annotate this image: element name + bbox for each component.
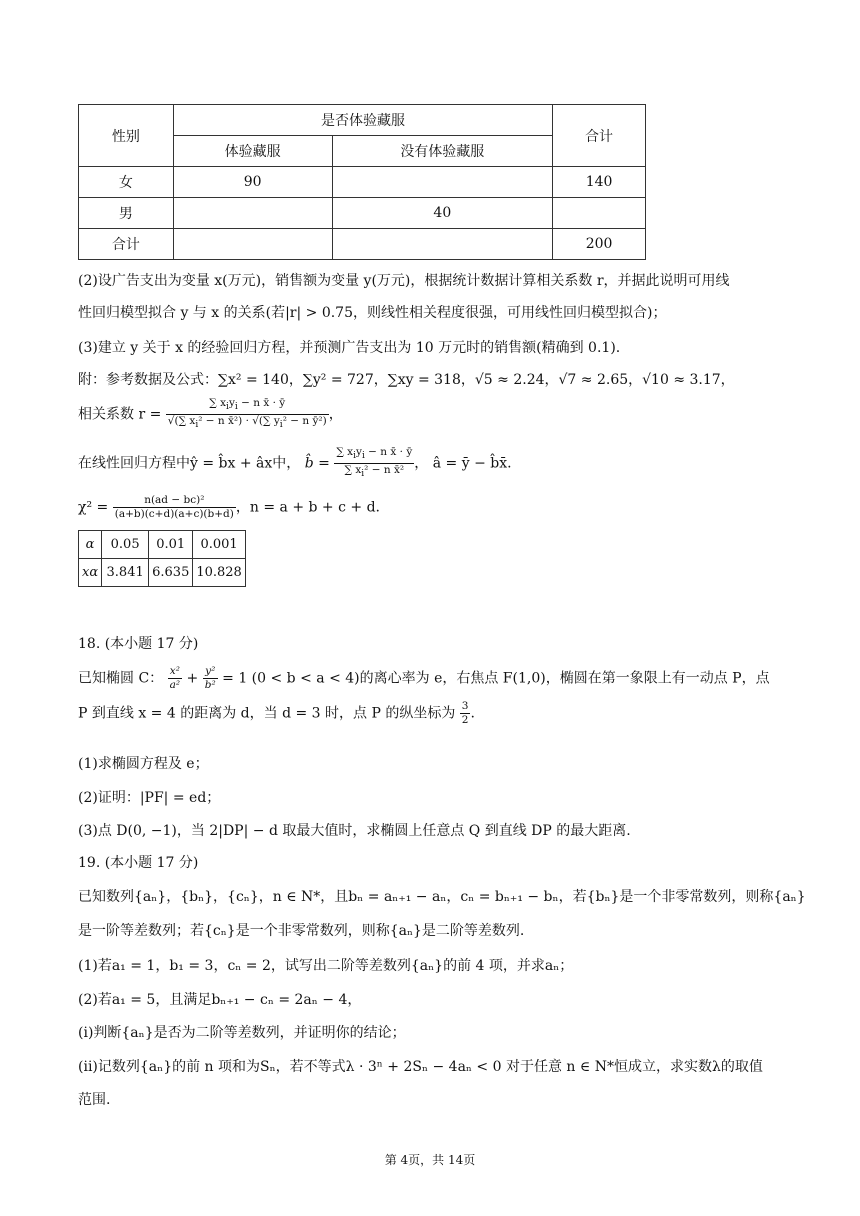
cell: 90 [173, 167, 332, 198]
cell: 6.635 [149, 559, 193, 587]
header-yes: 体验藏服 [173, 136, 332, 167]
table-row [79, 167, 646, 198]
q19-part2: (2)若a₁ = 5，且满足bₙ₊₁ − cₙ = 2aₙ − 4， [78, 992, 362, 1008]
q19-part-ii-line2: 范围. [78, 1092, 111, 1108]
three-halves: $\frac{3}{2}$ [461, 700, 469, 726]
row-label: 女 [79, 167, 174, 198]
q18-part1: (1)求椭圆方程及 e； [78, 756, 209, 772]
ellipse-x-term: $\frac{\text{x²}}{\text{a²}}$ [169, 665, 181, 691]
chi-suffix: ，n = a + b + c + d. [235, 499, 380, 516]
header-gender: 性别 [79, 105, 174, 167]
q3-line: (3)建立 y 关于 x 的经验回归方程，并预测广告支出为 10 万元时的销售额(精确到 0.1). [78, 340, 621, 356]
cell: 0.001 [193, 531, 246, 559]
cell [173, 229, 332, 260]
header-no: 没有体验藏服 [332, 136, 553, 167]
q18-line2-text: P 到直线 x = 4 的距离为 d，当 d = 3 时，点 P 的纵坐标为 [78, 705, 456, 722]
row-label: 男 [79, 198, 174, 229]
appendix-line [78, 369, 735, 389]
q18-intro: 已知椭圆 C： $\frac{\text{x²}}{\text{a²}}$ + $\frac{\text{y²}}{\text{b²}}$ = 1 (0 < b < a < 4)的离心率为 e，右焦点 F(1,0)，椭圆在第一象限上有一动点 P，点 [78, 665, 770, 691]
cell [553, 198, 646, 229]
header-group: 是否体验藏服 [173, 105, 552, 136]
corr-label: 相关系数 r = [78, 406, 162, 423]
q18-part2: (2)证明：|PF| = ed； [78, 790, 221, 806]
q2-line2: 性回归模型拟合 y 与 x 的关系(若|r| > 0.75，则线性相关程度很强，可用线性回归模型拟合)； [78, 305, 667, 321]
q19-part-i: (i)判断{aₙ}是否为二阶等差数列，并证明你的结论； [78, 1025, 406, 1041]
reference-data: ∑x² = 140，∑y² = 727，∑xy = 318，√5 ≈ 2.24，√7 ≈ 2.65，√10 ≈ 3.17， [218, 372, 735, 388]
q19-line2: 是一阶等差数列；若{cₙ}是一个非零常数列，则称{aₙ}是二阶等差数列. [78, 923, 525, 939]
q18-line2: P 到直线 x = 4 的距离为 d，当 d = 3 时，点 P 的纵坐标为 $\frac{3}{2}$ . [78, 700, 475, 726]
header-total: 合计 [553, 105, 646, 167]
table-row [79, 229, 646, 260]
regression-formula: 在线性回归方程中ŷ = b̂x + âx中， b̂ = $\frac{\text{∑ xiyi − n x̄ · ȳ}}{\text{∑ xi² − n x̄²}}$ ， â = ȳ − b̂x̄. [78, 446, 512, 479]
row-label: 合计 [79, 229, 174, 260]
cell: 3.841 [102, 559, 149, 587]
ellipse-y-term: $\frac{\text{y²}}{\text{b²}}$ [204, 665, 216, 691]
table-row [79, 198, 646, 229]
correlation-formula: 相关系数 r = $\frac{\text{∑ xiyi − n x̄ · ȳ}}{\text{√(∑ xi² − n x̄²) · √(∑ yi² − n ȳ²)}}$ ， [78, 397, 343, 430]
q19-title: 19. (本小题 17 分) [78, 855, 199, 871]
cell [173, 198, 332, 229]
x-alpha-label: xα [79, 559, 102, 587]
cell [332, 229, 553, 260]
page-footer: 第 4页，共 14页 [384, 1153, 476, 1167]
q19-part1: (1)若a₁ = 1，b₁ = 3，cₙ = 2，试写出二阶等差数列{aₙ}的前 4 项，并求aₙ； [78, 958, 574, 974]
cell: 0.01 [149, 531, 193, 559]
appendix-label: 附：参考数据及公式： [78, 372, 218, 388]
critical-value-table [78, 530, 246, 587]
cell [332, 167, 553, 198]
cell: 40 [332, 198, 553, 229]
reg-prefix: 在线性回归方程中ŷ = b̂x + âx中， [78, 455, 301, 472]
alpha-label: α [79, 531, 102, 559]
chi-fraction: $\frac{\text{n(ad − bc)²}}{(a+b)(c+d)(a+c)(b+d)}$ [114, 494, 234, 520]
q18-intro-a: 已知椭圆 C： [78, 670, 164, 687]
cell: 200 [553, 229, 646, 260]
q18-title: 18. (本小题 17 分) [78, 636, 199, 652]
q19-part-ii-line1: (ii)记数列{aₙ}的前 n 项和为Sₙ，若不等式λ · 3ⁿ + 2Sₙ − 4aₙ < 0 对于任意 n ∈ N*恒成立，求实数λ的取值 [78, 1059, 763, 1075]
q18-intro-b: = 1 (0 < b < a < 4)的离心率为 e，右焦点 F(1,0)，椭圆在第一象限上有一动点 P，点 [217, 670, 770, 687]
reg-a: â = ȳ − b̂x̄. [432, 455, 512, 472]
q19-line1: 已知数列{aₙ}，{bₙ}，{cₙ}，n ∈ N*，且bₙ = aₙ₊₁ − aₙ，cₙ = bₙ₊₁ − bₙ，若{bₙ}是一个非零常数列，则称{aₙ} [78, 889, 806, 905]
b-hat-fraction: $\frac{\text{∑ xiyi − n x̄ · ȳ}}{\text{∑ xi² − n x̄²}}$ [336, 446, 413, 479]
contingency-table [78, 104, 646, 260]
cell: 0.05 [102, 531, 149, 559]
cell: 10.828 [193, 559, 246, 587]
cell: 140 [553, 167, 646, 198]
corr-fraction: $\frac{\text{∑ xiyi − n x̄ · ȳ}}{\text{√(∑ xi² − n x̄²) · √(∑ yi² − n ȳ²)}}$ [167, 397, 327, 430]
q18-part3: (3)点 D(0, −1)，当 2|DP| − d 取最大值时，求椭圆上任意点 Q 到直线 DP 的最大距离. [78, 823, 631, 839]
chi-square-formula: χ² = $\frac{\text{n(ad − bc)²}}{(a+b)(c+d)(a+c)(b+d)}$ ，n = a + b + c + d. [78, 494, 380, 520]
q2-line1: (2)设广告支出为变量 x(万元)，销售额为变量 y(万元)，根据统计数据计算相关系数 r，并据此说明可用线 [78, 273, 730, 289]
